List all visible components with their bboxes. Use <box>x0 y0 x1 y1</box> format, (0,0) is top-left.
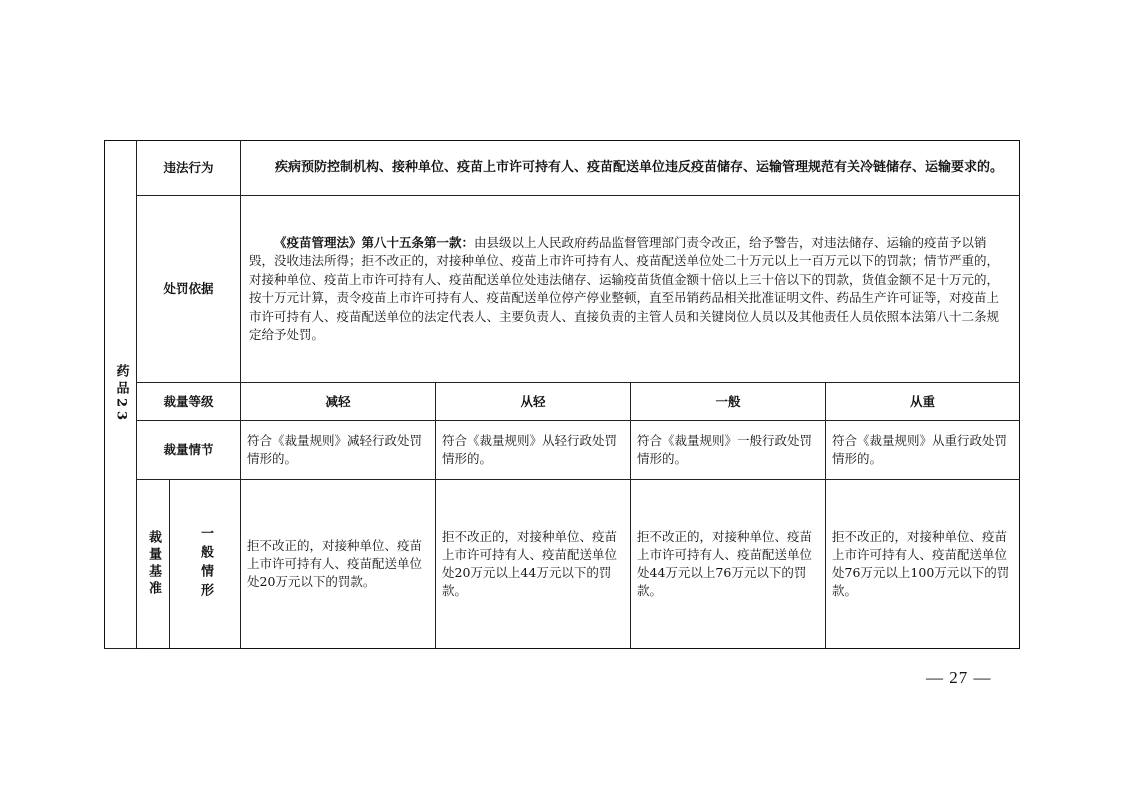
standard-mitigated: 拒不改正的，对接种单位、疫苗上市许可持有人、疫苗配送单位处20万元以下的罚款。 <box>241 480 436 649</box>
level-mitigated: 减轻 <box>241 383 436 421</box>
violation-row <box>105 141 1020 196</box>
basis-cell <box>241 196 1020 383</box>
standard-general: 拒不改正的，对接种单位、疫苗上市许可持有人、疫苗配送单位处44万元以上76万元以下的罚款。 <box>631 480 826 649</box>
page-number: — 27 — <box>926 668 992 687</box>
circumstance-severe: 符合《裁量规则》从重行政处罚情形的。 <box>826 421 1020 480</box>
level-row <box>105 383 1020 421</box>
basis-label: 处罚依据 <box>137 196 241 383</box>
category-cell <box>105 141 137 649</box>
basis-row <box>105 196 1020 383</box>
violation-cell <box>241 141 1020 196</box>
standard-lenient: 拒不改正的，对接种单位、疫苗上市许可持有人、疫苗配送单位处20万元以上44万元以下的罚款。 <box>436 480 631 649</box>
basis-body: 由县级以上人民政府药品监督管理部门责令改正，给予警告，对违法储存、运输的疫苗予以销毁，没收违法所得；拒不改正的，对接种单位、疫苗上市许可持有人、疫苗配送单位处二十万元以上一百万元以下的罚款；情节严重的，对接种单位、疫苗上市许可持有人、疫苗配送单位处违法储存、运输疫苗货值金额十倍以上三十倍以下的罚款，货值金额不足十万元的，按十万元计算，责令疫苗上市许可持有人、疫苗配送单位停产停业整顿，直至吊销药品相关批准证明文件、药品生产许可证等，对疫苗上市许可持有人、疫苗配送单位的法定代表人、主要负责人、直接负责的主管人员和关键岗位人员以及其他责任人员依照本法第八十二条规定给予处罚。 <box>249 234 1000 342</box>
standard-label-cell <box>137 480 170 649</box>
violation-text: 疾病预防控制机构、接种单位、疫苗上市许可持有人、疫苗配送单位违反疫苗储存、运输管理规范有关冷链储存、运输要求的。 <box>275 160 1004 175</box>
level-label: 裁量等级 <box>137 383 241 421</box>
penalty-discretion-table <box>104 140 1020 649</box>
level-lenient: 从轻 <box>436 383 631 421</box>
circumstance-lenient: 符合《裁量规则》从轻行政处罚情形的。 <box>436 421 631 480</box>
level-general: 一般 <box>631 383 826 421</box>
level-severe: 从重 <box>826 383 1020 421</box>
circumstance-row <box>105 421 1020 480</box>
standard-label: 裁量基准 <box>146 530 161 598</box>
circumstance-general: 符合《裁量规则》一般行政处罚情形的。 <box>631 421 826 480</box>
basis-lead: 《疫苗管理法》第八十五条第一款： <box>274 234 475 250</box>
violation-label: 违法行为 <box>137 141 241 196</box>
standard-severe: 拒不改正的，对接种单位、疫苗上市许可持有人、疫苗配送单位处76万元以上100万元以下的罚款。 <box>826 480 1020 649</box>
general-label: 一般情形 <box>198 526 213 602</box>
basis-text <box>241 230 1019 349</box>
standard-row <box>105 480 1020 649</box>
circumstance-label: 裁量情节 <box>137 421 241 480</box>
circumstance-mitigated: 符合《裁量规则》减轻行政处罚情形的。 <box>241 421 436 480</box>
general-label-cell <box>170 480 241 649</box>
category-label: 药品23 <box>113 364 129 425</box>
